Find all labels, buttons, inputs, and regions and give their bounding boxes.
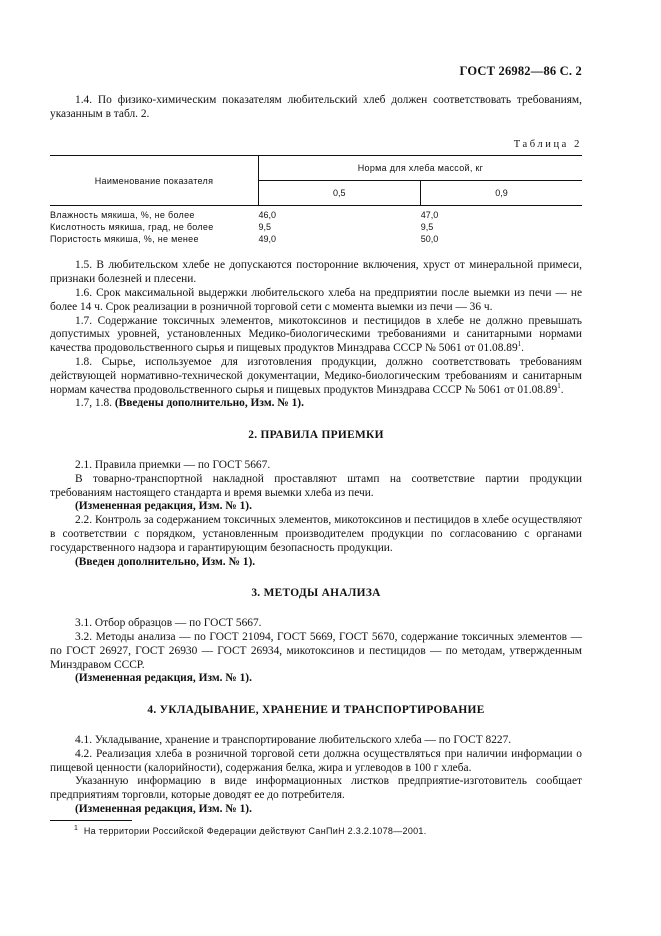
paragraph-4-2-b: Указанную информацию в виде информационных листков предприятие-изготовитель сообщает предприятиям торговли, которые доводят ее до потребителя. (50, 775, 582, 802)
paragraph-2-1: 2.1. Правила приемки — по ГОСТ 5667. (75, 458, 271, 471)
paragraph-1-4: 1.4. По физико-химическим показателям любительский хлеб должен соответствовать требованиям, указанным в табл. 2. (50, 94, 582, 120)
row-value-0-9: 50,0 (420, 234, 439, 245)
amendment-note-2b: (Введен дополнительно, Изм. № 1). (75, 555, 256, 568)
paragraph-1-8-text: 1.8. Сырье, используемое для изготовления продукции, должно соответствовать требованиям действующей нормативно-технической документации, Медико-биологическим требованиям и санитарным нормам качества продовольственного сырья и пищевых продуктов Минздрава СССР № 5061 от 01.08.89 (50, 355, 582, 396)
row-value-0-9: 9,5 (420, 222, 434, 233)
footnote-number: 1 (74, 825, 79, 832)
paragraph-1-5: 1.5. В любительском хлебе не допускаются посторонние включения, хруст от минеральной примеси, признаки болезней и плесени. (50, 259, 582, 286)
paragraph-1-7: 1.7. Содержание токсичных элементов, микотоксинов и пестицидов в хлебе не должно превышать допустимых уровней, установленных Медико-биологическими требованиями и санитарными нормами качества продовольственного сырья и пищевых продуктов Минздрава СССР № 5061 от 01.08.89$^1$. (50, 314, 582, 355)
row-value-0-5: 9,5 (258, 222, 272, 233)
table-row (50, 233, 582, 245)
amendment-note-1 (50, 397, 582, 411)
section-3-title: 3. МЕТОДЫ АНАЛИЗА (251, 587, 381, 600)
paragraph-2-2: 2.2. Контроль за содержанием токсичных элементов, микотоксинов и пестицидов в хлебе осуществляют в соответствии с порядком, установленным производителем продукции по согласованию с органами государственного надзора и гарантирующим безопасность продукции. (50, 514, 582, 554)
amendment-note-2a: (Измененная редакция, Изм. № 1). (75, 500, 252, 513)
footnote (74, 826, 427, 836)
paragraph-1-6: 1.6. Срок максимальной выдержки любительского хлеба на предприятии после выемки из печи — не более 14 ч. Срок реализации в розничной торговой сети с момента выемки из печи — 36 ч. (50, 286, 582, 313)
amendment-note-4: (Измененная редакция, Изм. № 1). (75, 802, 252, 815)
paragraph-2-1-b: В товарно-транспортной накладной проставляют штамп на соответствие партии продукции требованиям настоящего стандарта и время выемки хлеба из печи. (50, 472, 582, 499)
col-header-name: Наименование показателя (50, 156, 259, 206)
footnote-text: На территории Российской Федерации действуют СанПиН 2.3.2.1078—2001. (83, 826, 427, 836)
footnote-ref: 1 (517, 340, 522, 349)
footnote-ref: 1 (557, 381, 561, 390)
row-name: Кислотность мякиша, град, не более (50, 222, 214, 233)
col-header-0-9: 0,9 (421, 181, 582, 206)
note-prefix: 1.7, 1.8. (75, 397, 113, 410)
paragraph-1-8: 1.8. Сырье, используемое для изготовления продукции, должно соответствовать требованиям действующей нормативно-технической документации, Медико-биологическим требованиям и санитарным нормам качества продовольственного сырья и пищевых продуктов Минздрава СССР № 5061 от 01.08.89$^1$. (50, 355, 582, 396)
footnote-divider (50, 820, 132, 821)
page-header: ГОСТ 26982—86 С. 2 (459, 64, 582, 78)
note-text: (Введены дополнительно, Изм. № 1). (114, 397, 304, 410)
row-value-0-5: 46,0 (258, 210, 277, 221)
col-header-norm: Норма для хлеба массой, кг (259, 156, 583, 181)
section-4-title: 4. УКЛАДЫВАНИЕ, ХРАНЕНИЕ И ТРАНСПОРТИРОВАНИЕ (147, 704, 485, 717)
paragraph-3-1: 3.1. Отбор образцов — по ГОСТ 5667. (75, 617, 262, 630)
paragraph-1-7-text: 1.7. Содержание токсичных элементов, микотоксинов и пестицидов в хлебе не должно превышать допустимых уровней, установленных Медико-биологическими требованиями и санитарными нормами качества продовольственного сырья и пищевых продуктов Минздрава СССР № 5061 от 01.08.89 (50, 314, 582, 355)
amendment-note-3: (Измененная редакция, Изм. № 1). (75, 672, 252, 685)
indicators-table (50, 155, 582, 245)
row-value-0-5: 49,0 (258, 234, 277, 245)
row-name: Влажность мякиша, %, не более (50, 210, 195, 221)
document-body (50, 94, 582, 817)
row-name: Пористость мякиша, %, не менее (50, 234, 199, 245)
paragraph-4-1: 4.1. Укладывание, хранение и транспортирование любительского хлеба — по ГОСТ 8227. (75, 733, 512, 746)
paragraph-3-2: 3.2. Методы анализа — по ГОСТ 21094, ГОСТ 5669, ГОСТ 5670, содержание токсичных элементов — по ГОСТ 26927, ГОСТ 26930 — ГОСТ 26934, микотоксинов и пестицидов — по методам, утвержденным Минздравом СССР. (50, 630, 582, 671)
col-header-0-5: 0,5 (259, 181, 421, 206)
section-2-title: 2. ПРАВИЛА ПРИЕМКИ (248, 429, 384, 442)
row-value-0-9: 47,0 (420, 210, 439, 221)
paragraph-4-2: 4.2. Реализация хлеба в розничной торговой сети должна осуществляться при наличии информации о пищевой ценности (калорийности), содержания белка, жира и углеводов в 100 г хлеба. (50, 747, 582, 774)
table-row (50, 221, 582, 233)
table-row (50, 206, 582, 222)
table-caption: Таблица 2 (513, 138, 582, 150)
